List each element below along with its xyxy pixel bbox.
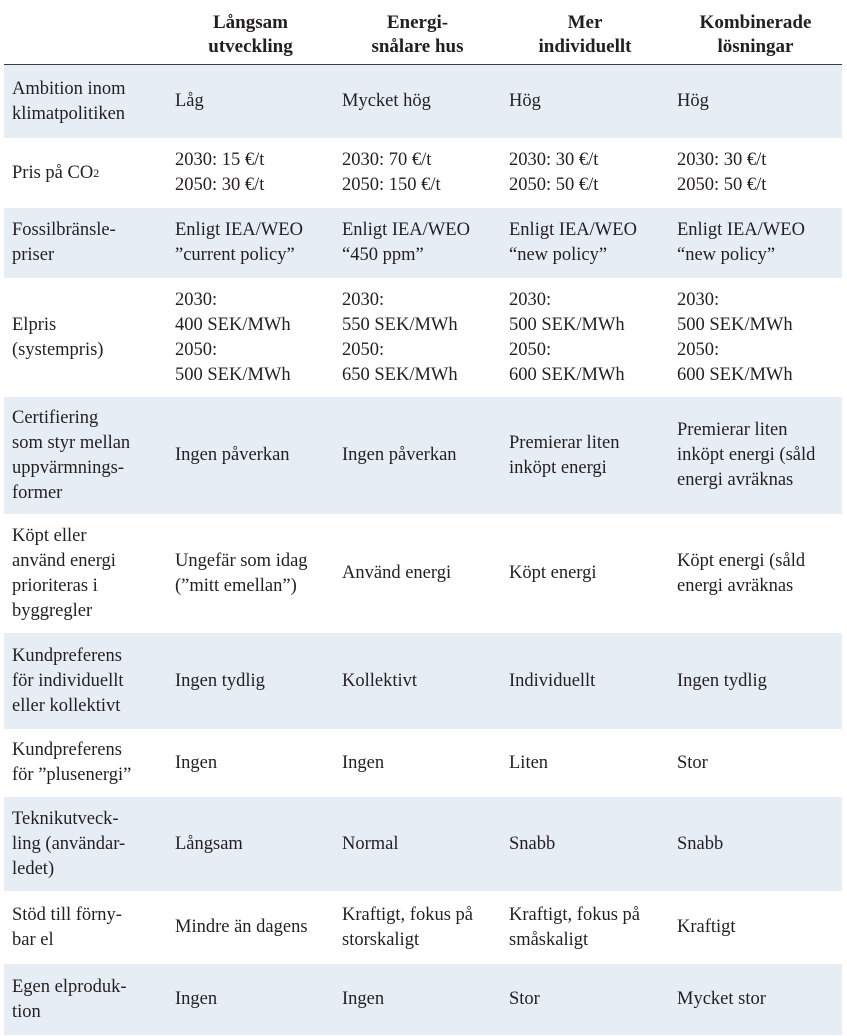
table-cell: Ingen (342, 989, 385, 1009)
table-cell: Ingen (175, 989, 218, 1009)
table-row (4, 139, 842, 208)
table-cell: 2030: 550 SEK/MWh 2050: 650 SEK/MWh (342, 289, 458, 385)
table-cell: Mycket hög (342, 91, 431, 111)
table-row (4, 397, 842, 515)
table-cell: Köpt energi (509, 563, 597, 583)
table-row (4, 633, 842, 730)
row-label: Egen elproduk- tion (12, 976, 127, 1022)
table-cell: 2030: 500 SEK/MWh 2050: 600 SEK/MWh (509, 289, 625, 385)
table-cell: Enligt IEA/WEO “450 ppm” (342, 220, 470, 265)
table-cell: 2030: 30 €/t 2050: 50 €/t (677, 150, 767, 195)
table-cell: Ingen (175, 752, 218, 773)
table-row (4, 515, 842, 633)
table-row (4, 964, 842, 1036)
header-row (4, 0, 842, 65)
table-cell: 2030: 30 €/t 2050: 50 €/t (509, 150, 599, 195)
table-cell: Kraftigt, fokus på storskaligt (342, 904, 474, 950)
table-cell: Kraftigt, fokus på småskaligt (509, 904, 641, 950)
table-cell: Snabb (677, 833, 724, 854)
table-cell: Stor (677, 752, 708, 773)
table-cell: Kraftigt (677, 917, 736, 937)
table-cell: Enligt IEA/WEO “new policy” (677, 220, 805, 265)
table-row (4, 892, 842, 964)
header-cell-empty (4, 0, 167, 64)
table-cell: Ingen tydlig (175, 670, 265, 691)
table-cell: Ingen (342, 752, 385, 773)
row-label: Ambition inom klimatpolitiken (12, 78, 126, 124)
table-cell: 2030: 400 SEK/MWh 2050: 500 SEK/MWh (175, 289, 291, 385)
table-cell: 2030: 500 SEK/MWh 2050: 600 SEK/MWh (677, 289, 793, 385)
row-label: Kundpreferens för individuellt eller kollektivt (12, 645, 124, 716)
table-cell: Premierar liten inköpt energi (såld energi avräknas (677, 420, 816, 490)
row-label-text: Pris på CO (12, 162, 94, 183)
header-cell-slow-development: Långsam utveckling (208, 12, 293, 57)
table-cell: Premierar liten inköpt energi (509, 432, 620, 478)
row-label: Stöd till förny- bar el (12, 904, 122, 950)
table-cell: Liten (509, 752, 549, 773)
header-cell-energy-efficient-houses: Energi- snålare hus (371, 12, 464, 57)
table-cell: Individuellt (509, 670, 596, 691)
table-cell: Enligt IEA/WEO “new policy” (509, 220, 637, 265)
row-label: Teknikutveck- ling (användar- ledet) (12, 808, 126, 879)
table-row (4, 797, 842, 892)
table-row (4, 208, 842, 279)
table-cell: Enligt IEA/WEO ”current policy” (175, 220, 303, 265)
table-cell: Normal (342, 833, 399, 854)
table-cell: Kollektivt (342, 670, 418, 691)
table-row (4, 730, 842, 797)
table-cell: Ungefär som idag (”mitt emellan”) (175, 550, 308, 596)
table-cell: Mindre än dagens (175, 917, 308, 937)
table-cell: Mycket stor (677, 989, 766, 1009)
row-label: Pris på CO 2 (4, 139, 167, 207)
table-cell: Ingen tydlig (677, 670, 767, 691)
table-cell: Ingen påverkan (342, 445, 457, 465)
table-cell: Långsam (175, 833, 243, 854)
table-cell: Låg (175, 91, 204, 111)
table-cell: Snabb (509, 833, 556, 854)
table-cell: 2030: 70 €/t 2050: 150 €/t (342, 150, 441, 195)
table-cell: 2030: 15 €/t 2050: 30 €/t (175, 150, 265, 195)
table-cell: Ingen påverkan (175, 445, 290, 465)
table-row (4, 65, 842, 139)
row-label: Kundpreferens för ”plusenergi” (12, 740, 132, 785)
header-cell-combined-solutions: Kombinerade lösningar (699, 12, 812, 57)
header-cell-more-individual: Mer individuellt (538, 12, 632, 57)
row-label: Köpt eller använd energi prioriteras i byggregler (12, 525, 116, 621)
table-cell: Hög (677, 91, 709, 111)
table-cell: Köpt energi (såld energi avräknas (677, 550, 806, 596)
row-label: Elpris (systempris) (12, 314, 104, 360)
table-cell: Använd energi (342, 563, 452, 583)
table-cell: Stor (509, 989, 540, 1009)
table-row (4, 279, 842, 397)
table-cell: Hög (509, 91, 541, 111)
row-label: Fossilbränsle- priser (12, 220, 116, 265)
row-label: Certifiering som styr mellan uppvärmnings- former (12, 407, 131, 503)
